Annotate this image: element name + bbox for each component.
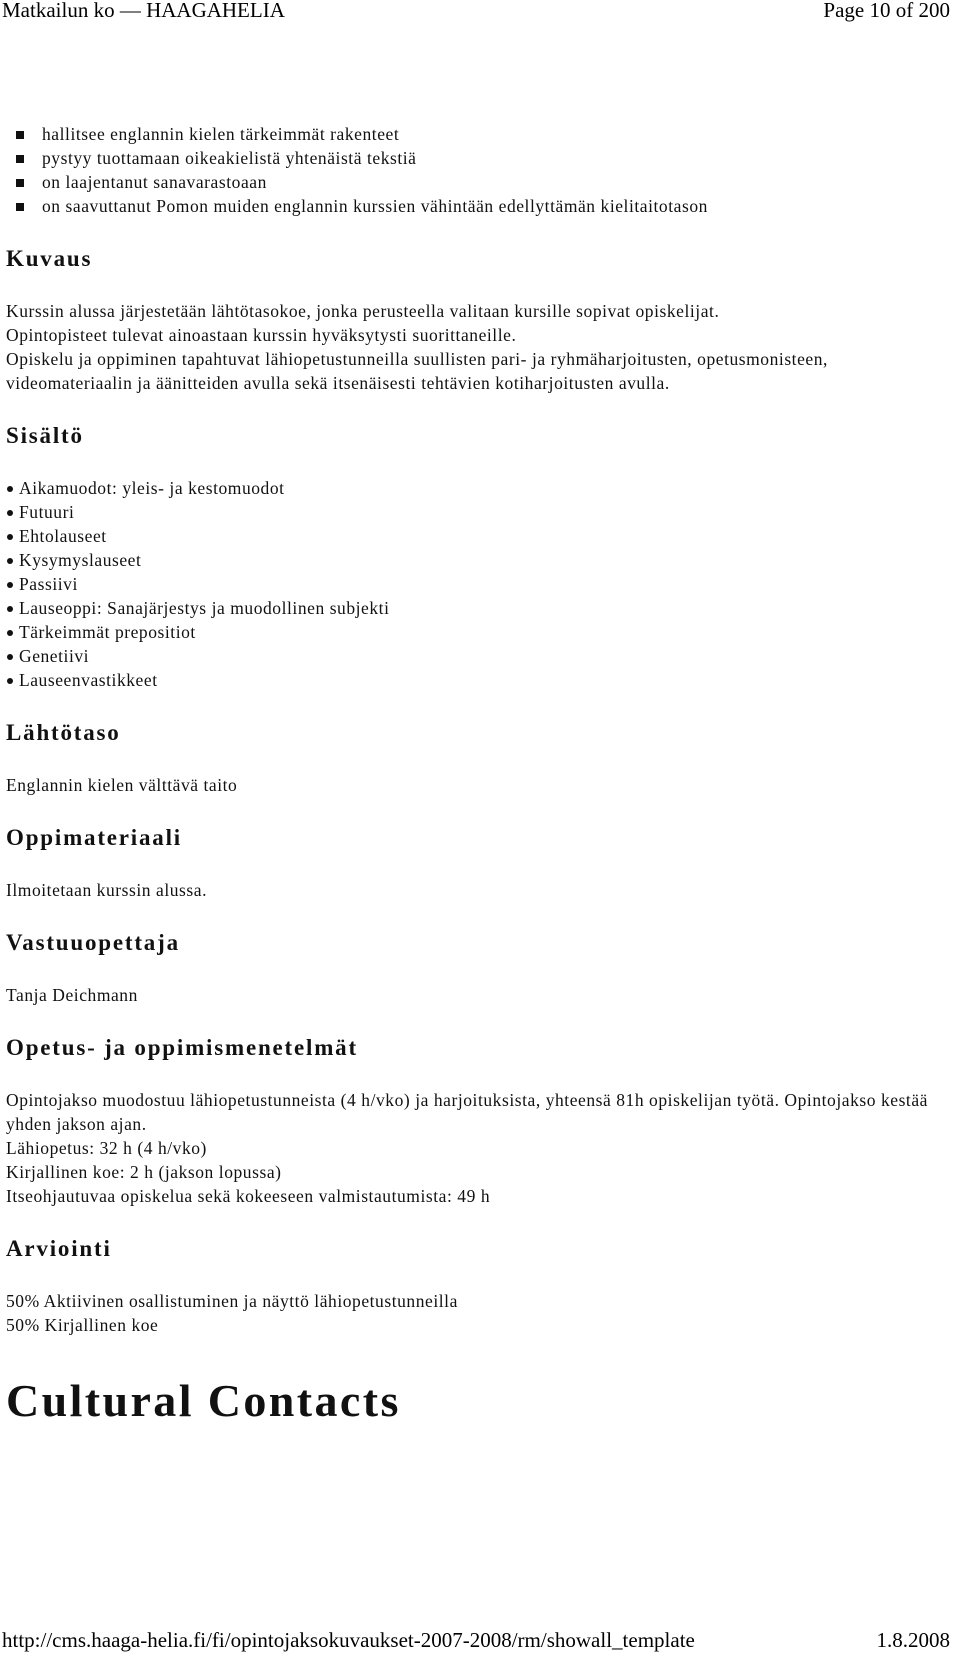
opetus-text	[6, 1088, 954, 1208]
vastuuopettaja-text: Tanja Deichmann	[6, 985, 138, 1005]
heading-kuvaus: Kuvaus	[6, 246, 93, 271]
heading-vastuuopettaja: Vastuuopettaja	[6, 930, 180, 955]
paragraph-line: Kurssin alussa järjestetään lähtötasokoe, jonka perusteella valitaan kursille sopivat opiskelijat.	[6, 301, 720, 321]
footer-url: http://cms.haaga-helia.fi/fi/opintojaksokuvaukset-2007-2008/rm/showall_template	[2, 1628, 695, 1652]
kuvaus-text	[6, 299, 954, 395]
paragraph-line: Opintopisteet tulevat ainoastaan kurssin hyväksytysti suorittaneille.	[6, 325, 517, 345]
paragraph-line: Opintojakso muodostuu lähiopetustunneista (4 h/vko) ja harjoituksista, yhteensä 81h opiskelijan työtä. Opintojakso kestää yhden jakson ajan.	[6, 1090, 928, 1134]
paragraph-line: Lähiopetus: 32 h (4 h/vko)	[6, 1138, 207, 1158]
section-title-cultural-contacts: Cultural Contacts	[6, 1375, 401, 1426]
heading-oppimateriaali: Oppimateriaali	[6, 825, 182, 850]
list-item: Ehtolauseet	[19, 524, 954, 548]
paragraph-line: Opiskelu ja oppiminen tapahtuvat lähiopetustunneilla suullisten pari- ja ryhmäharjoitusten, opetusmonisteen, videomateriaalin ja äänitteiden avulla sekä itsenäisesti tehtävien kotiharjoitusten avulla.	[6, 349, 828, 393]
paragraph-line: 50% Aktiivinen osallistuminen ja näyttö lähiopetustunneilla	[6, 1291, 458, 1311]
list-item: Futuuri	[19, 500, 954, 524]
heading-arviointi: Arviointi	[6, 1236, 112, 1261]
list-item: on laajentanut sanavarastoaan	[42, 170, 954, 194]
list-item: on saavuttanut Pomon muiden englannin kurssien vähintään edellyttämän kielitaitotason	[42, 194, 954, 218]
page-number: Page 10 of 200	[823, 0, 950, 22]
document-body	[6, 122, 954, 1427]
paragraph-line: Itseohjautuvaa opiskelua sekä kokeeseen valmistautumista: 49 h	[6, 1186, 491, 1206]
list-item: Passiivi	[19, 572, 954, 596]
paragraph-line: 50% Kirjallinen koe	[6, 1315, 159, 1335]
page-footer	[0, 1628, 960, 1654]
arviointi-text	[6, 1289, 954, 1337]
heading-sisalto: Sisältö	[6, 423, 84, 448]
oppimateriaali-text: Ilmoitetaan kurssin alussa.	[6, 880, 207, 900]
sisalto-list	[6, 476, 954, 692]
list-item: Lauseenvastikkeet	[19, 668, 954, 692]
document-title: Matkailun ko — HAAGAHELIA	[2, 0, 285, 22]
list-item: Kysymyslauseet	[19, 548, 954, 572]
lahtotaso-text: Englannin kielen välttävä taito	[6, 775, 238, 795]
heading-lahtotaso: Lähtötaso	[6, 720, 121, 745]
list-item: Tärkeimmät prepositiot	[19, 620, 954, 644]
paragraph-line: Kirjallinen koe: 2 h (jakson lopussa)	[6, 1162, 282, 1182]
list-item: pystyy tuottamaan oikeakielistä yhtenäistä tekstiä	[42, 146, 954, 170]
intro-bullet-list	[6, 122, 954, 218]
heading-opetus: Opetus- ja oppimismenetelmät	[6, 1035, 358, 1060]
list-item: Aikamuodot: yleis- ja kestomuodot	[19, 476, 954, 500]
footer-date: 1.8.2008	[876, 1628, 950, 1652]
page-header	[0, 0, 960, 26]
list-item: hallitsee englannin kielen tärkeimmät rakenteet	[42, 122, 954, 146]
list-item: Genetiivi	[19, 644, 954, 668]
list-item: Lauseoppi: Sanajärjestys ja muodollinen subjekti	[19, 596, 954, 620]
